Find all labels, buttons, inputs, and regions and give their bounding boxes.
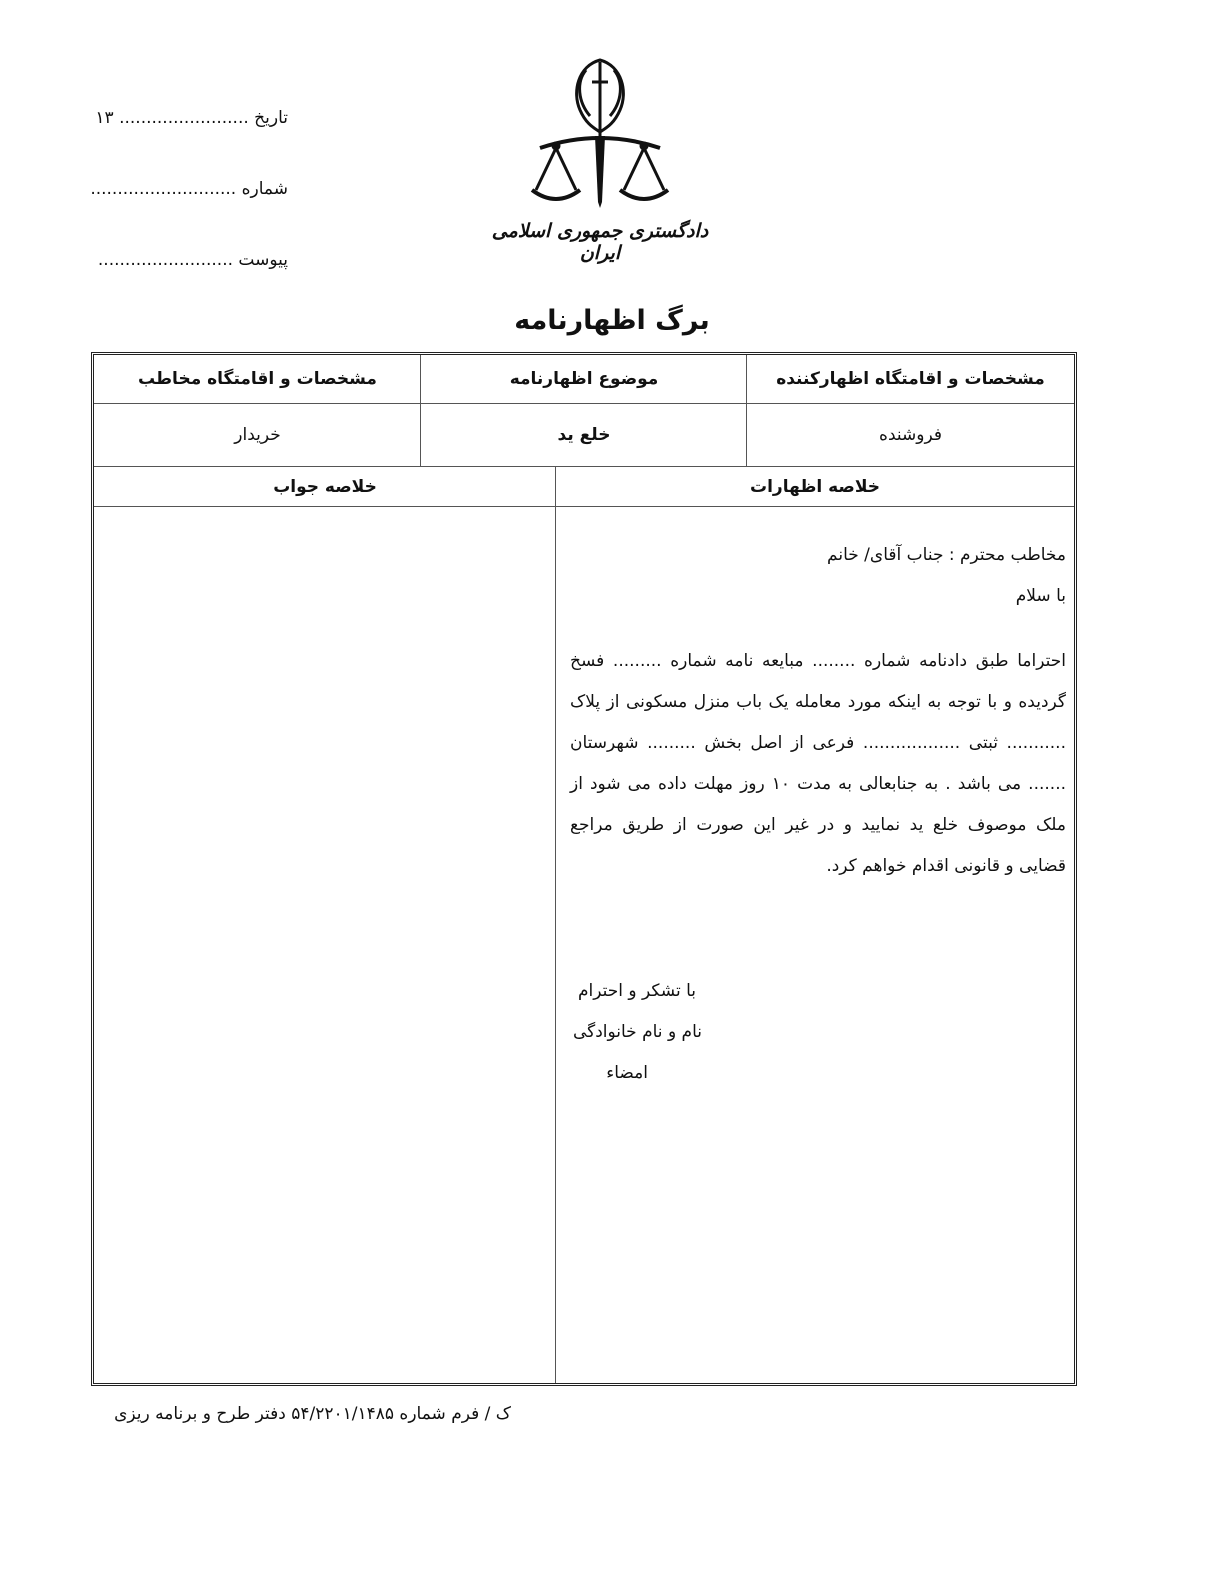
form-code-footer: ک / فرم شماره ۵۴/۲۲۰۱/۱۴۸۵ دفتر طرح و برنامه ریزی [114,1404,511,1424]
response-body [94,507,556,1383]
statement-paragraph: احتراما طبق دادنامه شماره ........ مبایعه نامه شماره ......... فسخ گردیده و با توجه به اینکه مورد معامله یک باب منزل مسکونی از پلاک ........... ثبتی .................. فرعی از اصل بخش ......... شهرستان ....... می باشد . به جنابعالی به مدت ۱۰ روز مهلت داده می شود از ملک موصوف خلع ید نمایید و در غیر این صورت از طریق مراجع قضایی و قانونی اقدام خواهم کرد. [570,651,1067,876]
addressee-line: مخاطب محترم : جناب آقای/ خانم [827,545,1066,565]
name-line: نام و نام خانوادگی [572,1022,702,1042]
recipient-header: مشخصات و اقامتگاه مخاطب [138,369,377,389]
emblem-caption: دادگستری جمهوری اسلامی ایران [491,220,709,264]
signature-line: امضاء [606,1063,648,1083]
closing-line: با تشکر و احترام [578,981,696,1001]
greeting-line: با سلام [1015,586,1066,606]
number-field: شماره ........................... [90,179,288,199]
sender-header: مشخصات و اقامتگاه اظهارکننده [776,369,1045,389]
response-header: خلاصه جواب [273,477,377,497]
page-title: برگ اظهارنامه [514,305,710,336]
sender-value: فروشنده [879,424,942,445]
statements-body [556,507,1074,1383]
attachment-field: پیوست ......................... [97,250,288,270]
date-field: تاریخ ........................ ۱۳ [95,108,288,128]
statements-header: خلاصه اظهارات [750,477,880,497]
subject-header: موضوع اظهارنامه [509,369,659,389]
subject-value: خلع ید [557,424,611,445]
notice-form-table [91,352,1077,1386]
recipient-value: خریدار [234,424,281,445]
